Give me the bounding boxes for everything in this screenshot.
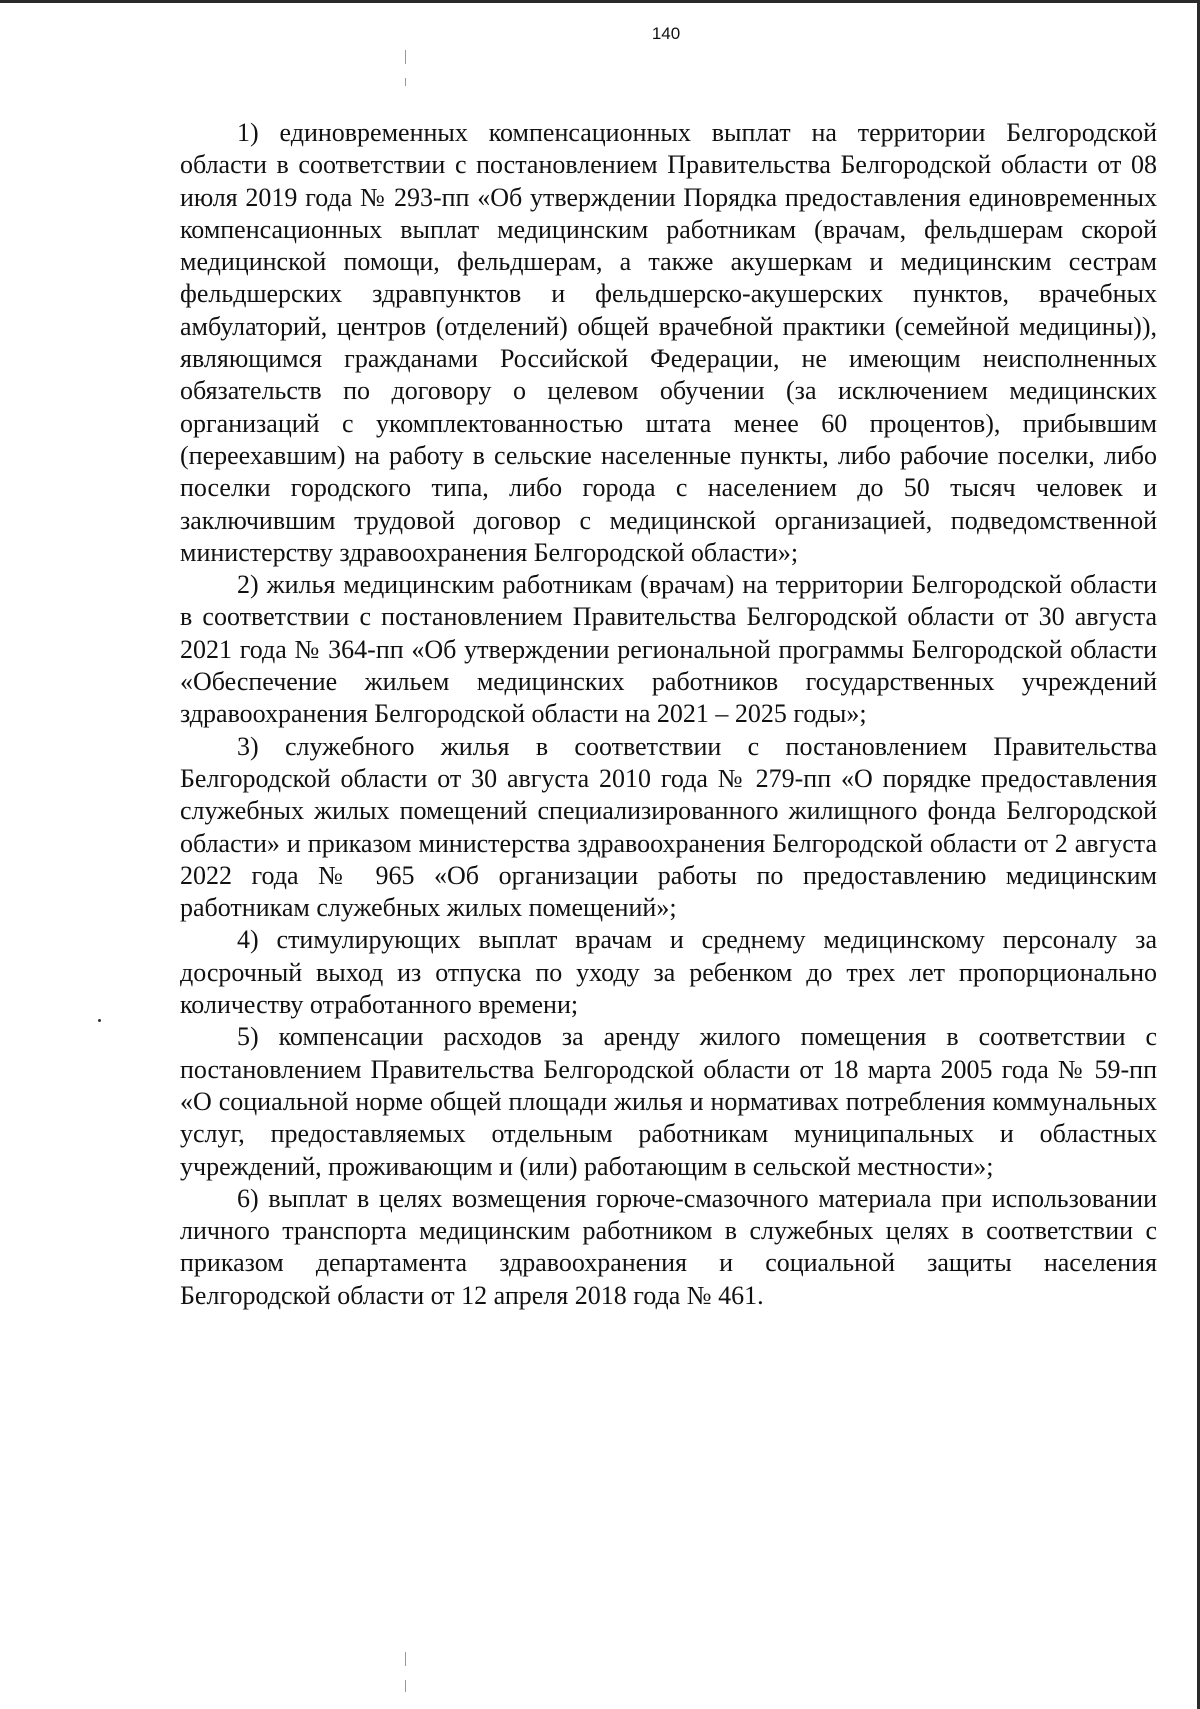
- scan-artifact: [405, 78, 406, 86]
- paragraph-1: 1) единовременных компенсационных выплат на территории Белгородской области в соответствии с постановлением Правительства Белгородской области от 08 июля 2019 года № 293-пп «Об утверждении Порядка предоставления единовременных компенсационных выплат медицинским работникам (врачам, фельдшерам скорой медицинской помощи, фельдшерам, а также акушеркам и медицинским сестрам фельдшерских здравпунктов и фельдшерско-акушерских пунктов, врачебных амбулаторий, центров (отделений) общей врачебной практики (семейной медицины)), являющимся гражданами Российской Федерации, не имеющим неисполненных обязательств по договору о целевом обучении (за исключением медицинских организаций с укомплектованностью штата менее 60 процентов), прибывшим (переехавшим) на работу в сельские населенные пункты, либо рабочие поселки, либо поселки городского типа, либо города с населением до 50 тысяч человек и заключившим трудовой договор с медицинской организацией, подведомственной министерству здравоохранения Белгородской области»;: [180, 118, 1157, 567]
- scan-artifact: [405, 1652, 406, 1666]
- scan-border-top: [0, 0, 1200, 3]
- paragraph-2: 2) жилья медицинским работникам (врачам) на территории Белгородской области в соответствии с постановлением Правительства Белгородской области от 30 августа 2021 года № 364-пп «Об утверждении региональной программы Белгородской области «Обеспечение жильем медицинских работников государственных учреждений здравоохранения Белгородской области на 2021 – 2025 годы»;: [180, 570, 1157, 729]
- paragraph-6: 6) выплат в целях возмещения горюче-смазочного материала при использовании личного транспорта медицинским работником в служебных целях в соответствии с приказом департамента здравоохранения и социальной защиты населения Белгородской области от 12 апреля 2018 года № 461.: [180, 1183, 1157, 1310]
- document-body: [180, 117, 1157, 1312]
- page-number: 140: [651, 24, 681, 43]
- paragraph-5: 5) компенсации расходов за аренду жилого помещения в соответствии с постановлением Правительства Белгородской области от 18 марта 2005 года № 59-пп «О социальной норме общей площади жилья и нормативах потребления коммунальных услуг, предоставляемых отдельным работникам муниципальных и областных учреждений, проживающим и (или) работающим в сельской местности»;: [180, 1022, 1157, 1181]
- scan-artifact: [405, 50, 406, 64]
- paragraph-4: 4) стимулирующих выплат врачам и среднему медицинскому персоналу за досрочный выход из отпуска по уходу за ребенком до трех лет пропорционально количеству отработанного времени;: [180, 925, 1157, 1020]
- scan-artifact: [405, 1680, 406, 1692]
- paragraph-3: 3) служебного жилья в соответствии с постановлением Правительства Белгородской области от 30 августа 2010 года № 279-пп «О порядке предоставления служебных жилых помещений специализированного жилищного фонда Белгородской области» и приказом министерства здравоохранения Белгородской области от 2 августа 2022 года № 965 «Об организации работы по предоставлению медицинским работникам служебных жилых помещений»;: [180, 731, 1157, 923]
- scan-artifact: [98, 1019, 101, 1022]
